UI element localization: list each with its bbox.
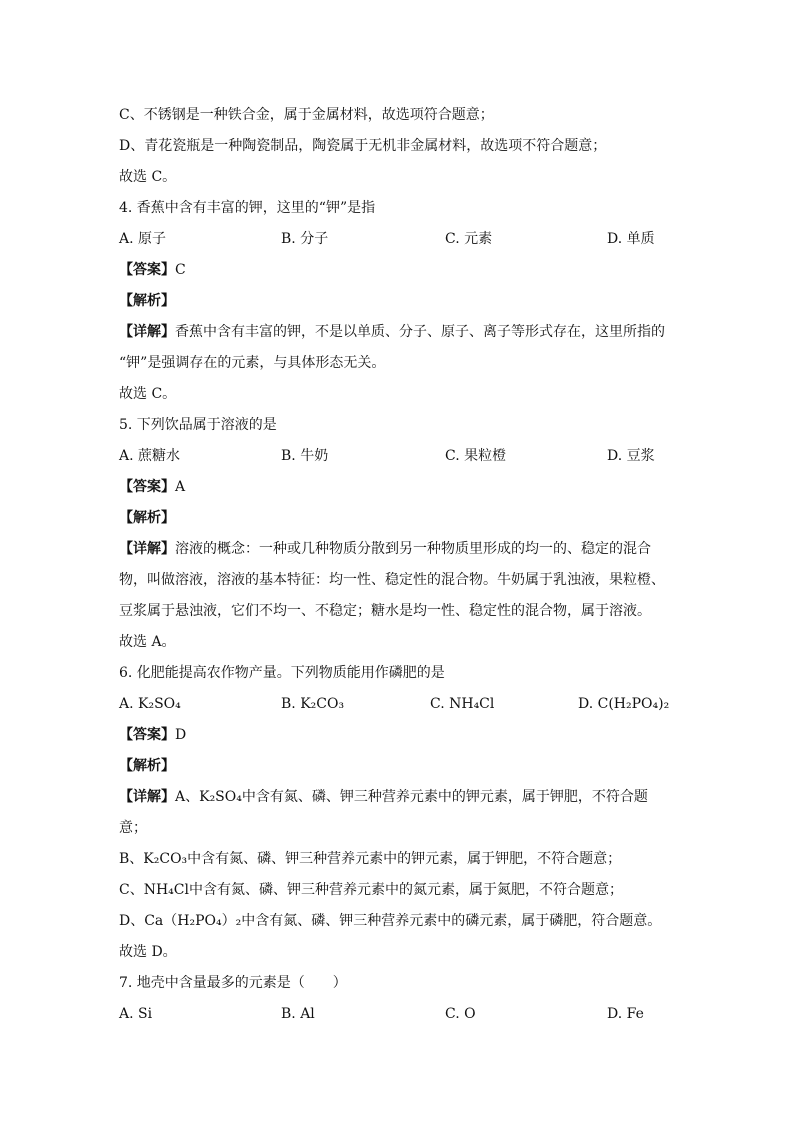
q4-stem: 4. 香蕉中含有丰富的钾，这里的“钾”是指: [119, 200, 376, 216]
q5-option-b: B. 牛奶: [281, 448, 329, 464]
q7-option-a: A. Si: [119, 1006, 153, 1022]
q7-stem: 7. 地壳中含量最多的元素是（ ）: [119, 975, 347, 991]
q4-detail-line-2: “钾”是强调存在的元素，与具体形态无关。: [119, 355, 386, 371]
q7-option-c: C. O: [445, 1006, 476, 1022]
detail-text: A、K₂SO₄中含有氮、磷、钾三种营养元素中的钾元素，属于钾肥，不符合题: [175, 789, 648, 805]
q6-options: [119, 689, 679, 720]
q4-option-a: A. 原子: [119, 231, 167, 247]
detail-tag: 【详解】: [119, 789, 175, 805]
q4-detail-line-1: [119, 317, 679, 348]
q6-analysis-tag: 【解析】: [119, 758, 175, 774]
q5-analysis-tag: 【解析】: [119, 510, 175, 526]
answer-tag: 【答案】: [119, 727, 175, 743]
q6-detail-a: [119, 782, 679, 813]
prev-analysis-c: C、不锈钢是一种铁合金，属于金属材料，故选项符合题意；: [119, 107, 494, 123]
q5-answer: [119, 472, 679, 503]
q5-options: [119, 441, 679, 472]
q5-option-a: A. 蔗糖水: [119, 448, 181, 464]
answer-tag: 【答案】: [119, 262, 175, 278]
detail-tag: 【详解】: [119, 324, 175, 340]
q4-option-c: C. 元素: [445, 231, 493, 247]
q6-option-a: A. K₂SO₄: [119, 696, 181, 712]
detail-tag: 【详解】: [119, 541, 175, 557]
q6-detail-d: D、Ca（H₂PO₄）₂中含有氮、磷、钾三种营养元素中的磷元素，属于磷肥，符合题意。: [119, 913, 662, 929]
q6-option-c: C. NH₄Cl: [430, 696, 495, 712]
q4-answer: [119, 255, 679, 286]
q7-option-d: D. Fe: [607, 1006, 644, 1022]
detail-text: 香蕉中含有丰富的钾，不是以单质、分子、原子、离子等形式存在，这里所指的: [175, 324, 665, 340]
answer-tag: 【答案】: [119, 479, 175, 495]
q4-option-b: B. 分子: [281, 231, 329, 247]
q5-stem: 5. 下列饮品属于溶液的是: [119, 417, 277, 433]
document-body: [119, 100, 679, 1030]
answer-value: D: [175, 727, 187, 743]
q6-choose: 故选 D。: [119, 944, 177, 960]
q7-option-b: B. Al: [281, 1006, 315, 1022]
q6-stem: 6. 化肥能提高农作物产量。下列物质能用作磷肥的是: [119, 665, 445, 681]
q4-option-d: D. 单质: [607, 231, 655, 247]
q4-options: [119, 224, 679, 255]
answer-value: C: [175, 262, 186, 278]
q6-detail-a-cont: 意；: [119, 820, 147, 836]
q6-option-d: D. C(H₂PO₄)₂: [578, 696, 670, 712]
prev-analysis-d: D、青花瓷瓶是一种陶瓷制品，陶瓷属于无机非金属材料，故选项不符合题意；: [119, 138, 607, 154]
q4-choose: 故选 C。: [119, 386, 177, 402]
answer-value: A: [175, 479, 186, 495]
detail-text: 溶液的概念：一种或几种物质分散到另一种物质里形成的均一的、稳定的混合: [175, 541, 651, 557]
q6-detail-b: B、K₂CO₃中含有氮、磷、钾三种营养元素中的钾元素，属于钾肥，不符合题意；: [119, 851, 622, 867]
q5-option-c: C. 果粒橙: [445, 448, 507, 464]
q4-analysis-tag: 【解析】: [119, 293, 175, 309]
q5-detail-line-2: 物，叫做溶液，溶液的基本特征：均一性、稳定性的混合物。牛奶属于乳浊液，果粒橙、: [119, 572, 665, 588]
q6-detail-c: C、NH₄Cl中含有氮、磷、钾三种营养元素中的氮元素，属于氮肥，不符合题意；: [119, 882, 623, 898]
q5-detail-line-1: [119, 534, 679, 565]
q5-choose: 故选 A。: [119, 634, 176, 650]
q5-detail-line-3: 豆浆属于悬浊液，它们不均一、不稳定；糖水是均一性、稳定性的混合物，属于溶液。: [119, 603, 651, 619]
q7-options: [119, 999, 679, 1030]
q6-answer: [119, 720, 679, 751]
q6-option-b: B. K₂CO₃: [281, 696, 345, 712]
q5-option-d: D. 豆浆: [607, 448, 655, 464]
prev-choose: 故选 C。: [119, 169, 177, 185]
